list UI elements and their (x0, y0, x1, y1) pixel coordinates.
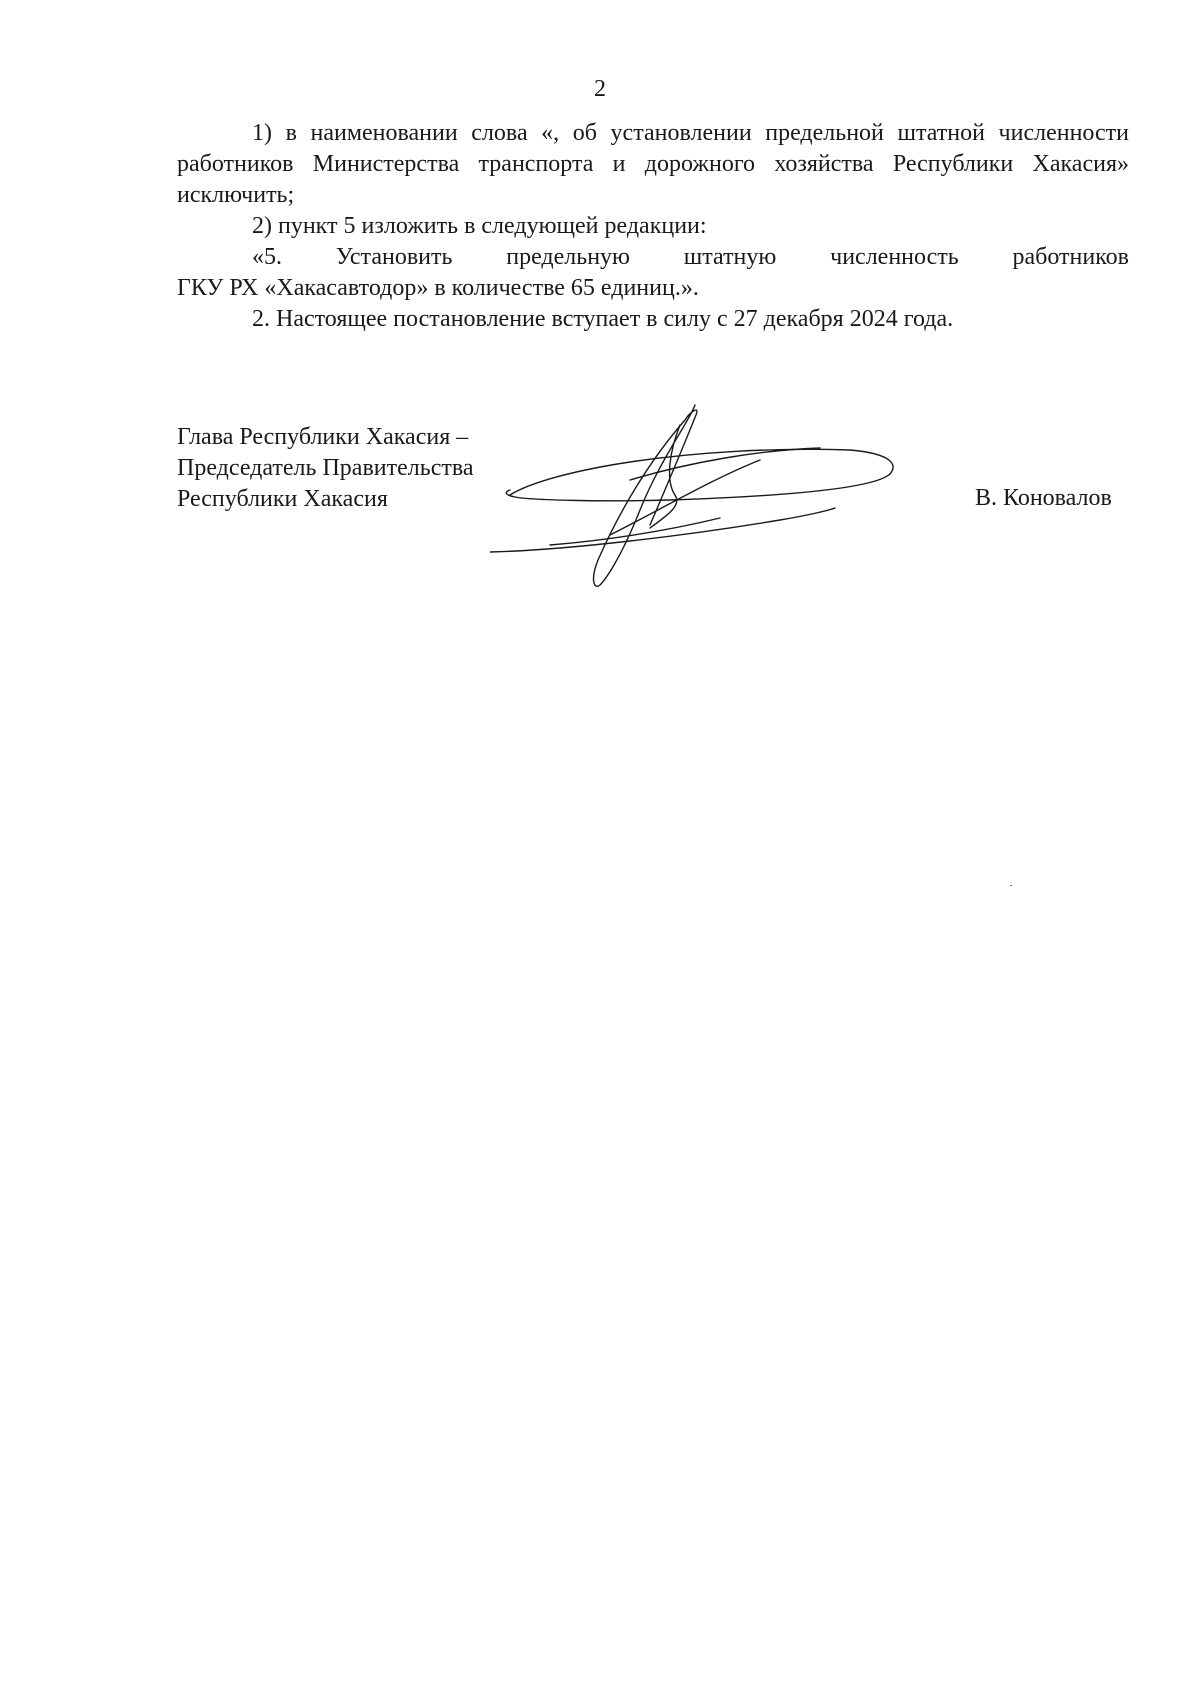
paragraph-item-2: 2) пункт 5 изложить в следующей редакции: (252, 213, 707, 239)
signatory-name: В. Коновалов (975, 485, 1112, 511)
signatory-title (177, 422, 474, 515)
signatory-title-line: Глава Республики Хакасия – (177, 424, 469, 450)
signatory-title-line: Председатель Правительства (177, 455, 474, 481)
document-body (177, 118, 1129, 335)
scan-speck (1010, 885, 1012, 886)
paragraph-quote-line-1: «5. Установить предельную штатную численность работников (252, 244, 1129, 270)
signatory-title-line: Республики Хакасия (177, 486, 388, 512)
paragraph-item-1: 1) в наименовании слова «, об установлении предельной штатной численности работников Министерства транспорта и дорожного хозяйства Республики Хакасия» исключить; (177, 120, 1129, 208)
paragraph-quote-line-2: ГКУ РХ «Хакасавтодор» в количестве 65 единиц.». (177, 275, 699, 301)
paragraph-clause-2: 2. Настоящее постановление вступает в силу с 27 декабря 2024 года. (252, 306, 954, 332)
page-number: 2 (594, 76, 606, 102)
handwritten-signature (490, 400, 920, 590)
